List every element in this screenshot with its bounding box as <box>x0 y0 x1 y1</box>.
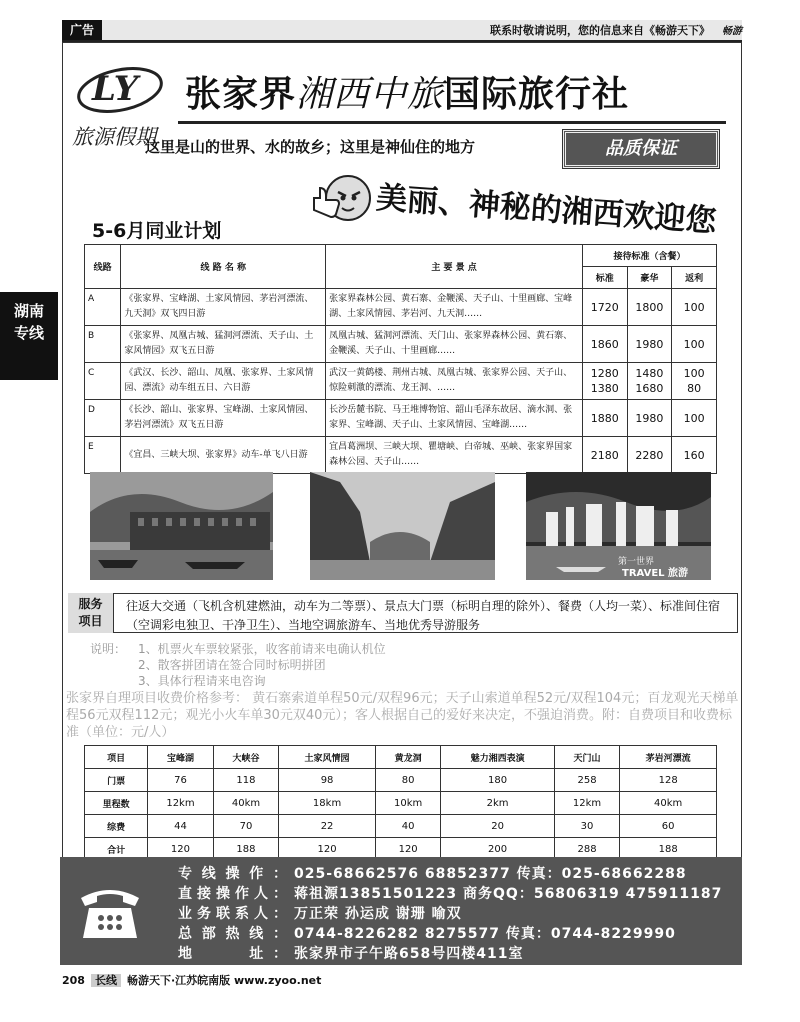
route-name: 《宜昌、三峡大坝、张家界》动车-单飞八日游 <box>121 437 326 474</box>
divider <box>178 121 726 124</box>
col-rebate: 返利 <box>672 267 717 289</box>
note-item: 2、散客拼团请在签合同时标明拼团 <box>138 658 326 672</box>
magazine-name: 畅游天下·江苏皖南版 <box>126 974 231 987</box>
price-lux: 1800 <box>627 289 672 326</box>
route-code: C <box>85 363 121 400</box>
route-code: B <box>85 326 121 363</box>
route-name: 《张家界、凤凰古城、猛洞河漂流、天子山、土家风情园》双飞五日游 <box>121 326 326 363</box>
table-row <box>85 437 717 474</box>
table-row: 综费 44 70 22 40 20 30 60 <box>85 815 717 838</box>
price-lux: 1980 <box>627 326 672 363</box>
route-code: E <box>85 437 121 474</box>
price-rebate: 100 <box>672 289 717 326</box>
route-sights: 长沙岳麓书院、马王堆博物馆、韶山毛泽东故居、滴水洞、张家界、宝峰湖、天子山、土家风情园、宝峰湖…… <box>326 400 583 437</box>
photo-mountain-lake <box>310 472 495 580</box>
route-name: 《武汉、长沙、韶山、凤凰、张家界、土家风情园、漂流》动车组五日、六日游 <box>121 363 326 400</box>
quality-badge: 品质保证 <box>563 130 719 168</box>
page-footer <box>62 972 321 988</box>
contact-line: 地 址： 张家界市子午路658号四楼411室 <box>178 946 524 962</box>
plan-title: 5-6月同业计划 <box>92 220 222 242</box>
price-lux: 1480 1680 <box>627 363 672 400</box>
price-std: 1720 <box>582 289 627 326</box>
side-tab-line1: 湖南 <box>13 302 44 320</box>
website-link[interactable]: www.zyoo.net <box>234 974 322 987</box>
contact-bar <box>60 857 742 965</box>
table-row <box>85 326 717 363</box>
page-number: 208 <box>62 974 85 987</box>
price-rebate: 100 80 <box>672 363 717 400</box>
table-row <box>85 363 717 400</box>
route-name: 《张家界、宝峰湖、土家风情园、茅岩河漂流、九天洞》双飞四日游 <box>121 289 326 326</box>
table-row <box>85 289 717 326</box>
route-sights: 宜昌葛洲坝、三峡大坝、瞿塘峡、白帝城、巫峡、张家界国家森林公园、天子山…… <box>326 437 583 474</box>
col-price: 接待标准（含餐） <box>582 245 716 267</box>
table-row: 合计 120 188 120 120 200 288 188 <box>85 838 717 861</box>
agency-name-part3: 国际旅行社 <box>444 74 630 115</box>
route-name: 《长沙、韶山、张家界、宝峰湖、土家风情园、茅岩河漂流》双飞五日游 <box>121 400 326 437</box>
route-sights: 张家界森林公园、黄石寨、金鞭溪、天子山、十里画廊、宝峰湖、土家风情园、茅岩河、九天洞…… <box>326 289 583 326</box>
magazine-logo: 畅游 <box>722 26 742 37</box>
col-code: 线路 <box>85 245 121 289</box>
contact-line: 专线操作： 025-68662576 68852377 传真：025-68662288 <box>178 866 687 882</box>
route-sights: 武汉一黄鹤楼、荆州古城、凤凰古城、张家界公园、天子山、惊险刺激的漂流、龙王洞、…… <box>326 363 583 400</box>
price-rebate: 160 <box>672 437 717 474</box>
logo-letters: LY <box>92 69 139 109</box>
source-notice: 联系时敬请说明，您的信息来自《畅游天下》 <box>490 24 710 37</box>
col-std: 标准 <box>582 267 627 289</box>
side-tab <box>0 292 58 380</box>
route-code: D <box>85 400 121 437</box>
services-label: 服务 项目 <box>68 593 114 633</box>
price-std: 1280 1380 <box>582 363 627 400</box>
price-rebate: 100 <box>672 326 717 363</box>
photo-riverside-town <box>90 472 273 580</box>
agency-name-part2: 湘西中旅 <box>296 74 445 115</box>
table-row: 里程数 12km 40km 18km 10km 2km 12km 40km <box>85 792 717 815</box>
price-rebate: 100 <box>672 400 717 437</box>
price-lux: 1980 <box>627 400 672 437</box>
telephone-icon <box>75 880 145 942</box>
notes-label: 说明： <box>90 642 127 656</box>
contact-line: 直接操作人： 蒋祖源13851501223 商务QQ：56806319 475911187 <box>178 886 723 902</box>
ad-tag: 广告 <box>62 20 102 40</box>
routes-table <box>84 244 717 474</box>
table-header-row: 项目 宝峰湖 大峡谷 土家风情园 黄龙洞 魅力湘西表演 天门山 茅岩河漂流 <box>85 746 717 769</box>
welcome-headline: 美丽、神秘的湘西欢迎您 <box>374 179 718 240</box>
photo-watermark: TRAVEL 旅游 <box>622 568 689 579</box>
price-std: 1880 <box>582 400 627 437</box>
slogan: 这里是山的世界、水的故乡；这里是神仙住的地方 <box>145 138 476 156</box>
agency-name <box>185 66 629 117</box>
side-tab-line2: 专线 <box>13 324 44 342</box>
photo-waterfall <box>526 472 711 580</box>
fees-note: 张家界自理项目收费价格参考： 黄石寨索道单程50元/双程96元；天子山索道单程52元/双程104元；百龙观光天梯单程56元双程112元；观光小火车单30元双40元）；客人根据自己的爱好来决定，不强迫消费。附：自费项目和收费标准（单位：元/人） <box>66 691 739 740</box>
section-tag: 长线 <box>91 974 121 987</box>
col-lux: 豪华 <box>627 267 672 289</box>
route-sights: 凤凰古城、猛洞河漂流、天门山、张家界森林公园、黄石寨、金鞭溪、天子山、十里画廊…… <box>326 326 583 363</box>
table-row <box>85 400 717 437</box>
col-name: 线 路 名 称 <box>121 245 326 289</box>
contact-line: 总部热线： 0744-8226282 8275577 传真：0744-8229990 <box>178 926 676 942</box>
price-std: 1860 <box>582 326 627 363</box>
col-sights: 主 要 景 点 <box>326 245 583 289</box>
agency-name-part1: 张家界 <box>185 74 297 115</box>
extra-fees-table <box>84 745 717 861</box>
services-text: 往返大交通（飞机含机建燃油，动车为二等票）、景点大门票（标明自理的除外）、餐费（人均一菜）、标准间住宿（空调彩电独卫、干净卫生）、当地空调旅游车、当地优秀导游服务 <box>126 599 721 632</box>
photo-mark-world: 第一世界 <box>618 557 655 567</box>
price-std: 2180 <box>582 437 627 474</box>
table-row: 门票 76 118 98 80 180 258 128 <box>85 769 717 792</box>
contact-line: 业务联系人： 万正荣 孙运成 谢珊 喻双 <box>178 906 462 922</box>
note-item: 1、机票火车票较紧张，收客前请来电确认机位 <box>138 642 386 656</box>
price-lux: 2280 <box>627 437 672 474</box>
note-item: 3、具体行程请来电咨询 <box>138 674 266 688</box>
route-code: A <box>85 289 121 326</box>
thumbs-up-face-icon <box>310 170 372 228</box>
logo-name: 旅源假期 <box>72 125 156 149</box>
